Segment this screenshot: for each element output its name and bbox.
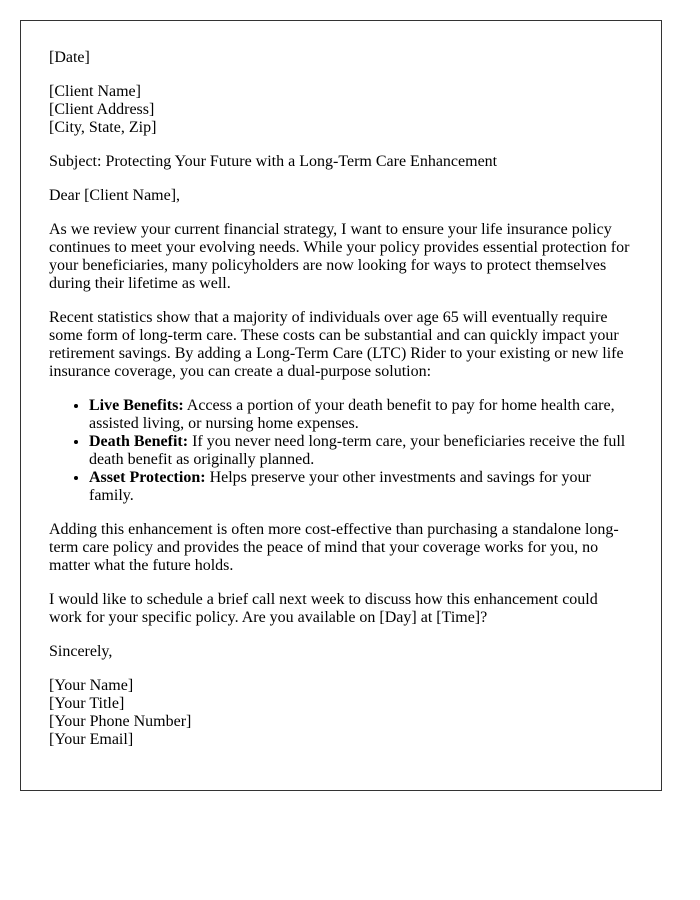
benefit-title: Asset Protection: bbox=[89, 469, 206, 486]
benefit-title: Death Benefit: bbox=[89, 433, 189, 450]
paragraph-call: I would like to schedule a brief call next week to discuss how this enhancement could work for your specific policy. Are you available on [Day] at [Time]? bbox=[49, 591, 598, 626]
sender-phone: [Your Phone Number] bbox=[49, 713, 192, 730]
benefit-text: Helps preserve your other investments and savings for your family. bbox=[89, 469, 591, 504]
sender-email: [Your Email] bbox=[49, 731, 134, 748]
closing: Sincerely, bbox=[49, 643, 113, 660]
date: [Date] bbox=[49, 49, 90, 66]
list-item bbox=[89, 469, 632, 505]
signature-block bbox=[49, 677, 632, 749]
benefit-text: If you never need long-term care, your beneficiaries receive the full death benefit as originally planned. bbox=[89, 433, 626, 468]
benefits-list bbox=[49, 397, 632, 505]
list-item bbox=[89, 433, 632, 469]
subject-line: Subject: Protecting Your Future with a Long-Term Care Enhancement bbox=[49, 153, 498, 170]
recipient-address bbox=[49, 83, 632, 137]
client-address: [Client Address] bbox=[49, 101, 155, 118]
client-name: [Client Name] bbox=[49, 83, 141, 100]
salutation: Dear [Client Name], bbox=[49, 187, 181, 204]
benefit-title: Live Benefits: bbox=[89, 397, 184, 414]
sender-title: [Your Title] bbox=[49, 695, 125, 712]
paragraph-intro: As we review your current financial strategy, I want to ensure your life insurance policy continues to meet your evolving needs. While your policy provides essential protection for your beneficiaries, many policyholders are now looking for ways to protect themselves during their lifetime as well. bbox=[49, 221, 630, 292]
letter bbox=[20, 20, 662, 791]
sender-name: [Your Name] bbox=[49, 677, 134, 694]
paragraph-statistics: Recent statistics show that a majority of individuals over age 65 will eventually require some form of long-term care. These costs can be substantial and can quickly impact your retirement savings. By adding a Long-Term Care (LTC) Rider to your existing or new life insurance coverage, you can create a dual-purpose solution: bbox=[49, 309, 624, 380]
client-city-state-zip: [City, State, Zip] bbox=[49, 119, 157, 136]
paragraph-cost: Adding this enhancement is often more cost-effective than purchasing a standalone long-term care policy and provides the peace of mind that your coverage works for you, no matter what the future holds. bbox=[49, 521, 619, 574]
benefit-text: Access a portion of your death benefit to pay for home health care, assisted living, or nursing home expenses. bbox=[89, 397, 615, 432]
list-item bbox=[89, 397, 632, 433]
